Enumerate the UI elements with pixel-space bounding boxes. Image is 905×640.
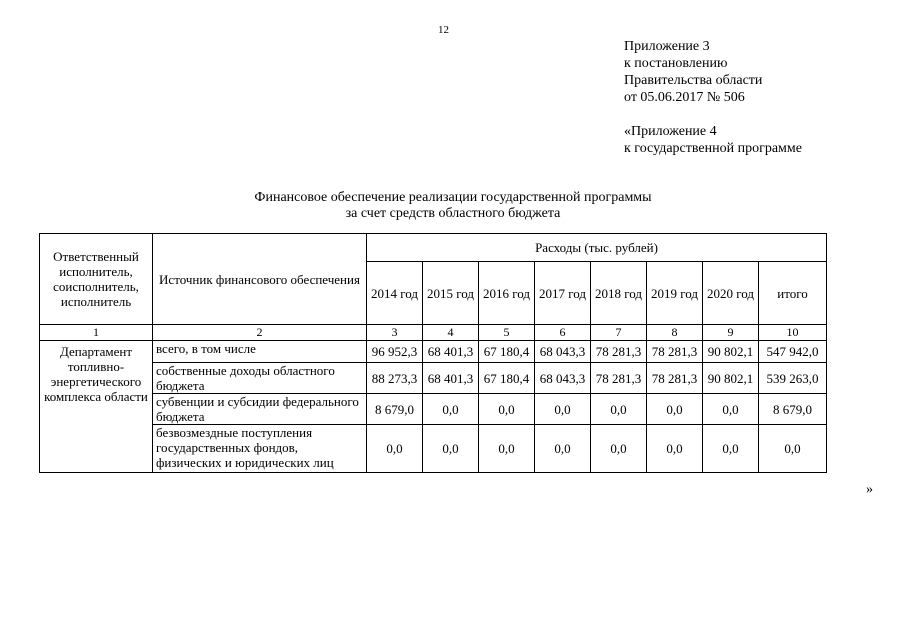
- value-cell: 0,0: [479, 394, 535, 425]
- source-cell: субвенции и субсидии федерального бюджета: [153, 394, 367, 425]
- header-year: 2014 год: [367, 262, 423, 325]
- appendix-spacer: [624, 106, 802, 123]
- value-cell: 68 043,3: [535, 341, 591, 363]
- value-cell: 0,0: [423, 394, 479, 425]
- column-number: 2: [153, 325, 367, 341]
- title-line: Финансовое обеспечение реализации государственной программы: [254, 190, 652, 205]
- appendix-block: [624, 38, 802, 157]
- value-cell: 67 180,4: [479, 363, 535, 394]
- document-title: [230, 190, 676, 222]
- column-number: 4: [423, 325, 479, 341]
- value-cell: 0,0: [479, 425, 535, 473]
- appendix-line: к постановлению: [624, 56, 728, 71]
- column-number: 10: [759, 325, 827, 341]
- header-year: 2015 год: [423, 262, 479, 325]
- source-cell: всего, в том числе: [153, 341, 367, 363]
- value-cell: 78 281,3: [591, 363, 647, 394]
- table-row: [40, 425, 827, 473]
- value-cell: 0,0: [591, 425, 647, 473]
- title-line: за счет средств областного бюджета: [345, 206, 561, 221]
- value-cell: 8 679,0: [367, 394, 423, 425]
- appendix-line: Правительства области: [624, 73, 763, 88]
- value-cell: 68 401,3: [423, 341, 479, 363]
- table-row: [40, 394, 827, 425]
- financial-table: [39, 233, 827, 473]
- table-row: [40, 341, 827, 363]
- value-cell: 0,0: [423, 425, 479, 473]
- executor-cell: Департамент топливно-энергетического комплекса области: [40, 341, 153, 473]
- total-cell: 547 942,0: [759, 341, 827, 363]
- value-cell: 0,0: [647, 425, 703, 473]
- value-cell: 68 043,3: [535, 363, 591, 394]
- column-number: 9: [703, 325, 759, 341]
- value-cell: 78 281,3: [591, 341, 647, 363]
- header-executor: Ответственный исполнитель, соисполнитель, исполнитель: [40, 234, 153, 325]
- total-cell: 0,0: [759, 425, 827, 473]
- header-year: 2019 год: [647, 262, 703, 325]
- value-cell: 0,0: [703, 394, 759, 425]
- total-cell: 539 263,0: [759, 363, 827, 394]
- header-expenses: Расходы (тыс. рублей): [367, 234, 827, 262]
- column-number: 8: [647, 325, 703, 341]
- column-number: 7: [591, 325, 647, 341]
- value-cell: 90 802,1: [703, 341, 759, 363]
- closing-quote: »: [866, 482, 873, 497]
- value-cell: 78 281,3: [647, 363, 703, 394]
- header-year: 2016 год: [479, 262, 535, 325]
- total-cell: 8 679,0: [759, 394, 827, 425]
- header-total: итого: [759, 262, 827, 325]
- source-cell: безвозмездные поступления государственных фондов, физических и юридических лиц: [153, 425, 367, 473]
- value-cell: 0,0: [535, 394, 591, 425]
- value-cell: 96 952,3: [367, 341, 423, 363]
- column-number: 3: [367, 325, 423, 341]
- appendix-line: к государственной программе: [624, 141, 802, 156]
- header-source: Источник финансового обеспечения: [153, 234, 367, 325]
- appendix-line: от 05.06.2017 № 506: [624, 90, 745, 105]
- value-cell: 0,0: [591, 394, 647, 425]
- header-year: 2020 год: [703, 262, 759, 325]
- value-cell: 67 180,4: [479, 341, 535, 363]
- source-cell: собственные доходы областного бюджета: [153, 363, 367, 394]
- appendix-line: «Приложение 4: [624, 124, 717, 139]
- value-cell: 0,0: [535, 425, 591, 473]
- column-number: 1: [40, 325, 153, 341]
- column-number: 6: [535, 325, 591, 341]
- value-cell: 90 802,1: [703, 363, 759, 394]
- appendix-line: Приложение 3: [624, 39, 710, 54]
- column-number: 5: [479, 325, 535, 341]
- column-number-row: [40, 325, 827, 341]
- value-cell: 68 401,3: [423, 363, 479, 394]
- page-number: 12: [438, 24, 449, 36]
- header-year: 2017 год: [535, 262, 591, 325]
- header-year: 2018 год: [591, 262, 647, 325]
- value-cell: 0,0: [367, 425, 423, 473]
- value-cell: 0,0: [703, 425, 759, 473]
- value-cell: 0,0: [647, 394, 703, 425]
- value-cell: 88 273,3: [367, 363, 423, 394]
- value-cell: 78 281,3: [647, 341, 703, 363]
- table-row: [40, 363, 827, 394]
